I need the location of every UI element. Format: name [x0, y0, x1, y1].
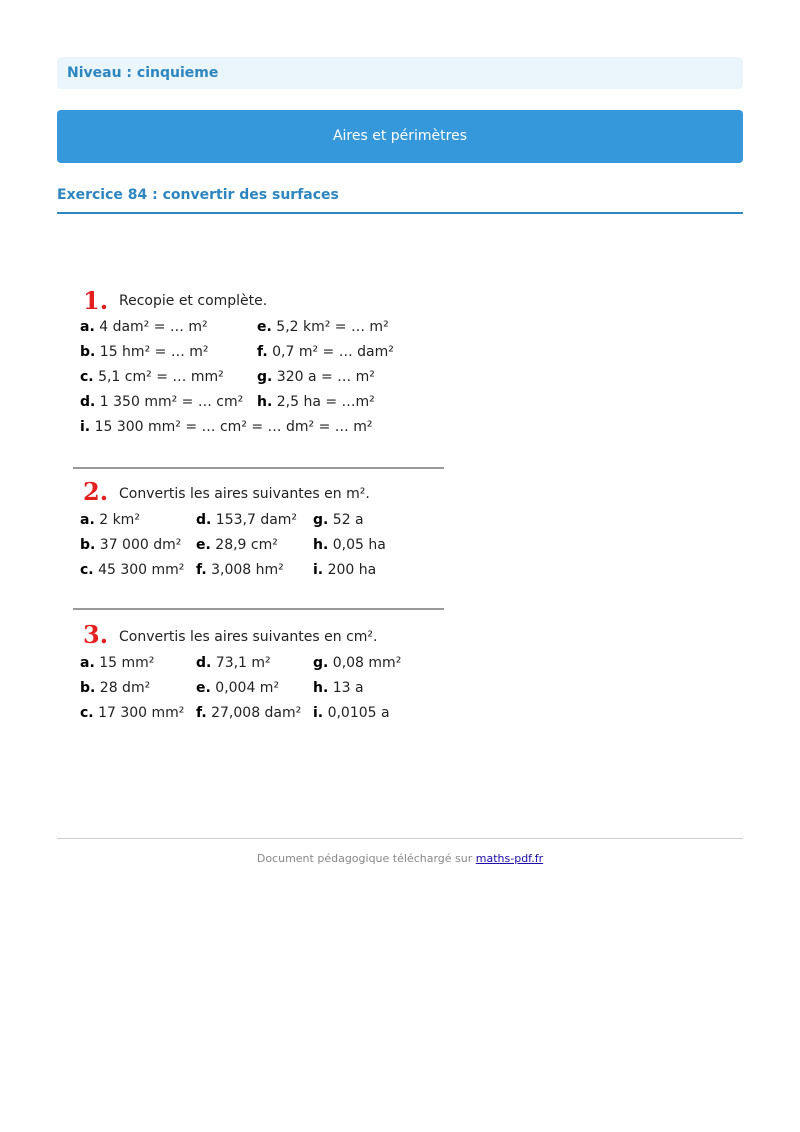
topic-title: Aires et périmètres: [332, 128, 468, 144]
section-number: 3.: [83, 620, 109, 649]
level-label: Niveau : cinquieme: [67, 65, 219, 81]
item-letter: c.: [80, 369, 94, 385]
item-letter: h.: [313, 537, 329, 553]
item-letter: e.: [196, 680, 211, 696]
item-text: 27,008 dam²: [211, 705, 302, 721]
item-text: 5,1 cm² = … mm²: [98, 369, 224, 385]
item-letter: f.: [196, 705, 207, 721]
item-letter: c.: [80, 562, 94, 578]
item-text: 0,08 mm²: [332, 655, 402, 671]
section-number: 1.: [83, 286, 109, 315]
item-letter: a.: [80, 655, 95, 671]
item-letter: i.: [313, 562, 324, 578]
section-divider: [73, 467, 444, 469]
item-text: 200 ha: [327, 562, 377, 578]
item-letter: b.: [80, 537, 96, 553]
item-text: 4 dam² = … m²: [99, 319, 208, 335]
footer-link[interactable]: maths-pdf.fr: [475, 852, 544, 865]
item-text: 0,7 m² = … dam²: [272, 344, 394, 360]
item-text: 15 hm² = … m²: [99, 344, 209, 360]
item-text: 0,004 m²: [215, 680, 280, 696]
item-letter: d.: [80, 394, 96, 410]
item-text: 320 a = … m²: [276, 369, 375, 385]
item-text: 52 a: [332, 512, 364, 528]
item-letter: b.: [80, 344, 96, 360]
footer-text: Document pédagogique téléchargé sur: [256, 852, 473, 865]
item-letter: h.: [257, 394, 273, 410]
item-text: 28,9 cm²: [215, 537, 278, 553]
section-instruction: Recopie et complète.: [119, 293, 268, 309]
section-instruction: Convertis les aires suivantes en m².: [119, 486, 370, 502]
item-letter: b.: [80, 680, 96, 696]
item-text: 15 300 mm² = … cm² = … dm² = … m²: [94, 419, 373, 435]
item-letter: e.: [196, 537, 211, 553]
item-text: 17 300 mm²: [98, 705, 185, 721]
item-letter: a.: [80, 512, 95, 528]
item-text: 0,0105 a: [327, 705, 390, 721]
exercise-title: Exercice 84 : convertir des surfaces: [57, 184, 743, 214]
item-letter: a.: [80, 319, 95, 335]
item-text: 37 000 dm²: [99, 537, 182, 553]
item-letter: i.: [80, 419, 91, 435]
item-text: 45 300 mm²: [98, 562, 185, 578]
item-letter: d.: [196, 655, 212, 671]
item-letter: f.: [257, 344, 268, 360]
item-letter: g.: [313, 512, 329, 528]
item-text: 73,1 m²: [215, 655, 271, 671]
item-text: 153,7 dam²: [215, 512, 298, 528]
section-number: 2.: [83, 477, 109, 506]
section-instruction: Convertis les aires suivantes en cm².: [119, 629, 378, 645]
item-text: 1 350 mm² = … cm²: [99, 394, 244, 410]
item-text: 5,2 km² = … m²: [276, 319, 389, 335]
level-banner: [57, 57, 743, 89]
item-letter: h.: [313, 680, 329, 696]
item-text: 2,5 ha = …m²: [276, 394, 375, 410]
item-letter: g.: [313, 655, 329, 671]
item-text: 0,05 ha: [332, 537, 386, 553]
section-divider: [73, 608, 444, 610]
item-letter: f.: [196, 562, 207, 578]
item-letter: g.: [257, 369, 273, 385]
footer: [57, 852, 743, 865]
item-letter: e.: [257, 319, 272, 335]
item-text: 28 dm²: [99, 680, 151, 696]
item-letter: c.: [80, 705, 94, 721]
item-text: 2 km²: [99, 512, 140, 528]
item-text: 13 a: [332, 680, 364, 696]
footer-divider: [57, 838, 743, 839]
item-text: 3,008 hm²: [211, 562, 284, 578]
item-letter: d.: [196, 512, 212, 528]
item-letter: i.: [313, 705, 324, 721]
topic-banner: [57, 110, 743, 163]
item-text: 15 mm²: [99, 655, 155, 671]
